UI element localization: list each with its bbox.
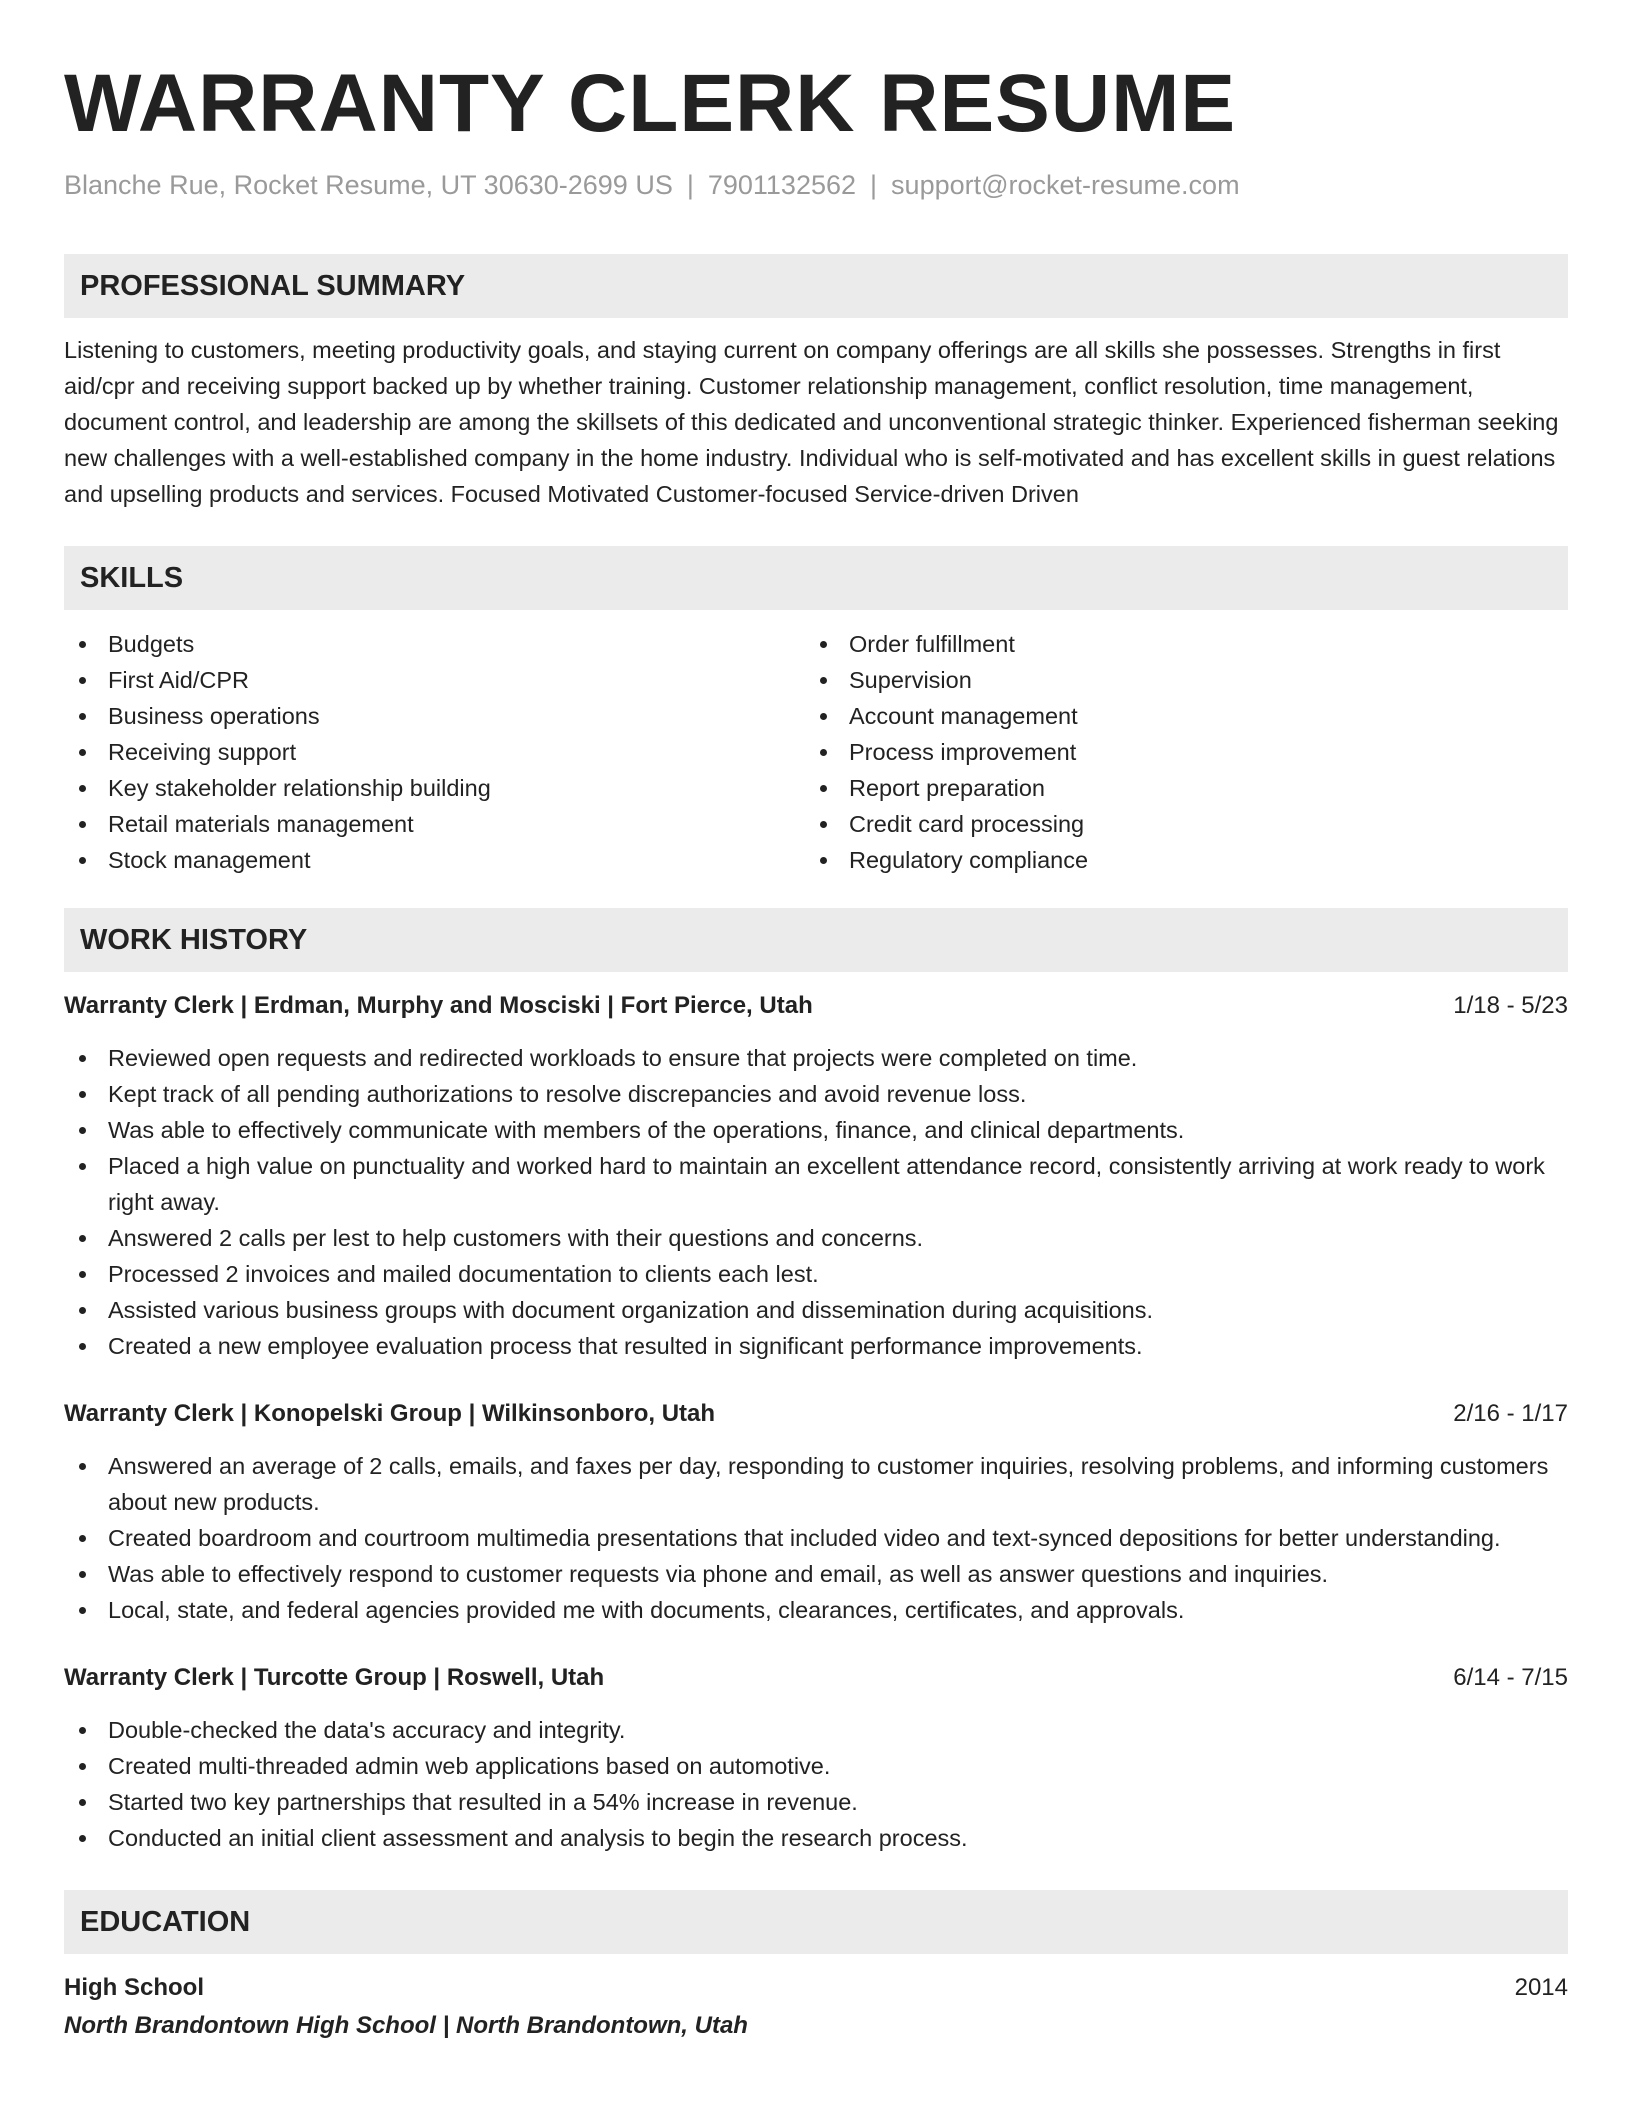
contact-line [64, 168, 1568, 202]
job-header [64, 988, 1568, 1024]
skill-item: Stock management [64, 842, 805, 878]
duty-item: Reviewed open requests and redirected workloads to ensure that projects were completed on time. [64, 1040, 1568, 1076]
section-heading-work-history: WORK HISTORY [64, 908, 1568, 972]
duty-item: Answered an average of 2 calls, emails, and faxes per day, responding to customer inquiries, resolving problems, and informing customers about new products. [64, 1448, 1568, 1520]
job-dates: 6/14 - 7/15 [1453, 1664, 1568, 1691]
job-entry [64, 1660, 1568, 1856]
job-duties [64, 1448, 1568, 1628]
contact-phone: 7901132562 [707, 170, 857, 200]
skill-item: Order fulfillment [805, 626, 1546, 662]
duty-item: Started two key partnerships that resulted in a 54% increase in revenue. [64, 1784, 1568, 1820]
skill-item: Credit card processing [805, 806, 1546, 842]
duty-item: Kept track of all pending authorizations to resolve discrepancies and avoid revenue loss. [64, 1076, 1568, 1112]
skill-item: Budgets [64, 626, 805, 662]
skill-item: Retail materials management [64, 806, 805, 842]
skill-item: Process improvement [805, 734, 1546, 770]
job-duties [64, 1712, 1568, 1856]
job-title: Warranty Clerk | Konopelski Group | Wilkinsonboro, Utah [64, 1400, 716, 1427]
job-dates: 2/16 - 1/17 [1453, 1400, 1568, 1427]
duty-item: Double-checked the data's accuracy and integrity. [64, 1712, 1568, 1748]
skill-item: Supervision [805, 662, 1546, 698]
skills-column-left [64, 626, 805, 878]
job-header [64, 1396, 1568, 1432]
summary-text: Listening to customers, meeting productivity goals, and staying current on company offerings are all skills she possesses. Strengths in first aid/cpr and receiving support backed up by whether training. Customer relationship management, conflict resolution, time management, document control, and leadership are among the skillsets of this dedicated and unconventional strategic thinker. Experienced fisherman seeking new challenges with a well-established company in the home industry. Individual who is self-motivated and has excellent skills in guest relations and upselling products and services. Focused Motivated Customer-focused Service-driven Driven [64, 337, 1559, 507]
job-dates: 1/18 - 5/23 [1453, 992, 1568, 1019]
education-year: 2014 [1514, 1974, 1568, 2001]
duty-item: Answered 2 calls per lest to help customers with their questions and concerns. [64, 1220, 1568, 1256]
duty-item: Conducted an initial client assessment and analysis to begin the research process. [64, 1820, 1568, 1856]
contact-separator: | [686, 170, 694, 200]
job-header [64, 1660, 1568, 1696]
contact-email: support@rocket-resume.com [891, 170, 1240, 200]
duty-item: Created a new employee evaluation process that resulted in significant performance improvements. [64, 1328, 1568, 1364]
skill-item: Receiving support [64, 734, 805, 770]
contact-address: Blanche Rue, Rocket Resume, UT 30630-2699 US [64, 170, 673, 200]
duty-item: Created multi-threaded admin web applications based on automotive. [64, 1748, 1568, 1784]
job-title: Warranty Clerk | Erdman, Murphy and Mosciski | Fort Pierce, Utah [64, 992, 813, 1019]
job-duties [64, 1040, 1568, 1364]
duty-item: Local, state, and federal agencies provided me with documents, clearances, certificates, and approvals. [64, 1592, 1568, 1628]
section-heading-summary: PROFESSIONAL SUMMARY [64, 254, 1568, 318]
duty-item: Processed 2 invoices and mailed documentation to clients each lest. [64, 1256, 1568, 1292]
section-heading-education: EDUCATION [64, 1890, 1568, 1954]
duty-item: Was able to effectively communicate with members of the operations, finance, and clinical departments. [64, 1112, 1568, 1148]
job-entry [64, 988, 1568, 1364]
duty-item: Created boardroom and courtroom multimedia presentations that included video and text-synced depositions for better understanding. [64, 1520, 1568, 1556]
skill-item: Regulatory compliance [805, 842, 1546, 878]
skill-item: Account management [805, 698, 1546, 734]
resume-page [64, 0, 1568, 2044]
skill-item: First Aid/CPR [64, 662, 805, 698]
skill-item: Key stakeholder relationship building [64, 770, 805, 806]
job-title: Warranty Clerk | Turcotte Group | Roswell, Utah [64, 1664, 605, 1691]
duty-item: Was able to effectively respond to customer requests via phone and email, as well as answer questions and inquiries. [64, 1556, 1568, 1592]
section-heading-skills: SKILLS [64, 546, 1568, 610]
resume-title: WARRANTY CLERK RESUME [64, 58, 1237, 149]
education-entry [64, 1970, 1568, 2006]
contact-separator: | [870, 170, 878, 200]
skills-column-right [805, 626, 1546, 878]
skill-item: Business operations [64, 698, 805, 734]
skills-list [64, 626, 1568, 878]
education-school: North Brandontown High School | North Brandontown, Utah [64, 2012, 748, 2039]
duty-item: Assisted various business groups with document organization and dissemination during acquisitions. [64, 1292, 1568, 1328]
duty-item: Placed a high value on punctuality and worked hard to maintain an excellent attendance record, consistently arriving at work ready to work right away. [64, 1148, 1568, 1220]
skill-item: Report preparation [805, 770, 1546, 806]
education-degree: High School [64, 1974, 204, 2001]
job-entry [64, 1396, 1568, 1628]
